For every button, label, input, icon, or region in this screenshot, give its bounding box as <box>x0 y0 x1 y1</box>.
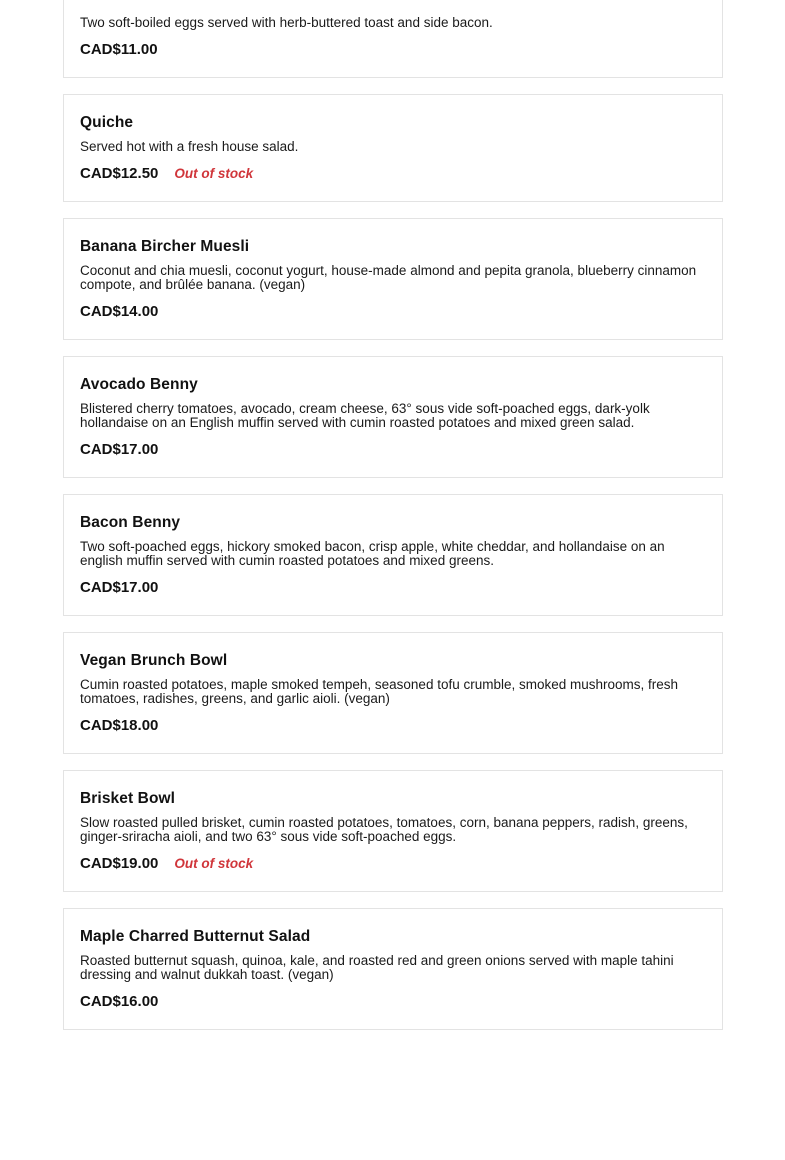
menu-item-card[interactable] <box>63 94 723 202</box>
item-name: Banana Bircher Muesli <box>80 238 250 255</box>
item-price: CAD$18.00 <box>80 717 159 734</box>
item-description: Coconut and chia muesli, coconut yogurt, house-made almond and pepita granola, blueberry cinnamon compote, and brûlée banana. (vegan) <box>80 263 697 292</box>
price-row <box>80 853 706 875</box>
item-price: CAD$17.00 <box>80 579 159 596</box>
item-description: Slow roasted pulled brisket, cumin roasted potatoes, tomatoes, corn, banana peppers, radish, greens, ginger-sriracha aioli, and two 63° sous vide soft-poached eggs. <box>80 815 688 844</box>
item-name: Brisket Bowl <box>80 790 176 807</box>
item-name: Vegan Brunch Bowl <box>80 652 228 669</box>
price-row <box>80 163 706 185</box>
price-row <box>80 439 706 461</box>
item-name: Quiche <box>80 114 134 131</box>
menu-item-card[interactable] <box>63 494 723 616</box>
item-description: Cumin roasted potatoes, maple smoked tempeh, seasoned tofu crumble, smoked mushrooms, fresh tomatoes, radishes, greens, and garlic aioli. (vegan) <box>80 677 679 706</box>
out-of-stock-badge: Out of stock <box>174 166 254 181</box>
item-description: Two soft-poached eggs, hickory smoked bacon, crisp apple, white cheddar, and hollandaise on an english muffin served with cumin roasted potatoes and mixed greens. <box>80 539 665 568</box>
item-price: CAD$11.00 <box>80 41 158 58</box>
item-name: Avocado Benny <box>80 376 198 393</box>
menu-item-card[interactable] <box>63 218 723 340</box>
price-row <box>80 991 706 1013</box>
item-price: CAD$12.50 <box>80 165 159 182</box>
menu-item-card[interactable] <box>63 356 723 478</box>
item-description: Two soft-boiled eggs served with herb-buttered toast and side bacon. <box>80 15 493 30</box>
out-of-stock-badge: Out of stock <box>174 856 254 871</box>
price-row <box>80 301 706 323</box>
menu-item-card[interactable] <box>63 770 723 892</box>
item-description: Blistered cherry tomatoes, avocado, cream cheese, 63° sous vide soft-poached eggs, dark-yolk hollandaise on an English muffin served with cumin roasted potatoes and mixed green salad. <box>80 401 650 430</box>
item-price: CAD$17.00 <box>80 441 159 458</box>
menu-item-list <box>63 0 723 1046</box>
price-row <box>80 577 706 599</box>
item-name: Maple Charred Butternut Salad <box>80 928 311 945</box>
item-price: CAD$14.00 <box>80 303 159 320</box>
item-price: CAD$16.00 <box>80 993 159 1010</box>
menu-item-card[interactable] <box>63 0 723 78</box>
price-row <box>80 39 706 61</box>
item-description: Roasted butternut squash, quinoa, kale, and roasted red and green onions served with maple tahini dressing and walnut dukkah toast. (vegan) <box>80 953 674 982</box>
item-name: Bacon Benny <box>80 514 181 531</box>
item-price: CAD$19.00 <box>80 855 159 872</box>
menu-item-card[interactable] <box>63 908 723 1030</box>
menu-item-card[interactable] <box>63 632 723 754</box>
item-description: Served hot with a fresh house salad. <box>80 139 299 154</box>
price-row <box>80 715 706 737</box>
